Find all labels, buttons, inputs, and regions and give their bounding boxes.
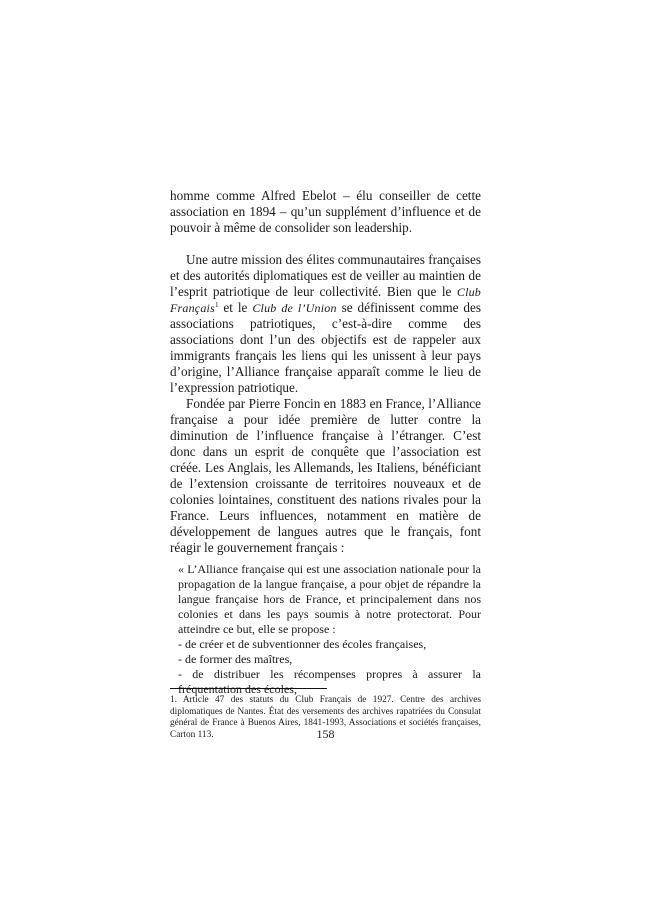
page-number: 158 (316, 727, 335, 741)
paragraph-3: Fondée par Pierre Foncin en 1883 en France, l’Alliance française a pour idée première de lutter contre la diminution de l’influence française à l’étranger. C’est donc dans un esprit de conquête que l’association est créée. Les Anglais, les Allemands, les Italiens, bénéficiant de l’extension croissante de territoires nouveaux et de colonies lointaines, constituent des nations rivales pour la France. Leurs influences, notamment en matière de développement de langues autres que le français, font réagir le gouvernement français : (170, 396, 481, 555)
quote-item: - de créer et de subventionner des écoles françaises, (178, 637, 427, 651)
quote-intro: « L’Alliance française qui est une association nationale pour la propagation de la langue française, a pour objet de répandre la langue française hors de France, et principalement dans nos colonies et dans les pays soumis à notre protectorat. Pour atteindre ce but, elle se propose : (178, 562, 481, 636)
paragraph-2-text-b: et le (218, 300, 253, 315)
club-francais-italic: Club Français (170, 285, 481, 315)
quote-item: - de distribuer les récompenses propres à assurer la fréquentation des écoles, (178, 667, 481, 696)
paragraph-2-text-a: Une autre mission des élites communautaires françaises et des autorités diplomatiques est de veiller au maintien de l’esprit patriotique de leur collectivité. Bien que le (170, 252, 481, 299)
quote-item: - de former des maîtres, (178, 652, 293, 666)
page-body (170, 188, 481, 697)
paragraph-2 (170, 252, 481, 396)
paragraph-gap (170, 236, 481, 252)
paragraph-2-text-c: se définissent comme des associations patriotiques, c’est-à-dire comme des associations dont l’un des objectifs est de rappeler aux immigrants français les liens qui les unissent à leur pays d’origine, l’Alliance française apparaît comme le lieu de l’expression patriotique. (170, 300, 481, 395)
block-quote (178, 562, 481, 697)
footnote-ref[interactable]: 1 (214, 301, 219, 309)
club-union-italic: Club de l’Union (252, 301, 337, 315)
paragraph-1: homme comme Alfred Ebelot – élu conseiller de cette association en 1894 – qu’un supplément d’influence et de pouvoir à même de consolider son leadership. (170, 188, 481, 235)
footnote: 1. Article 47 des statuts du Club Français de 1927. Centre des archives diplomatiques de Nantes. État des versements des archives rapatriées du Consulat général de France à Buenos Aires, 1841-1993, Associations et sociétés françaises, Carton 113. (170, 695, 481, 740)
footnote-divider (170, 688, 327, 689)
